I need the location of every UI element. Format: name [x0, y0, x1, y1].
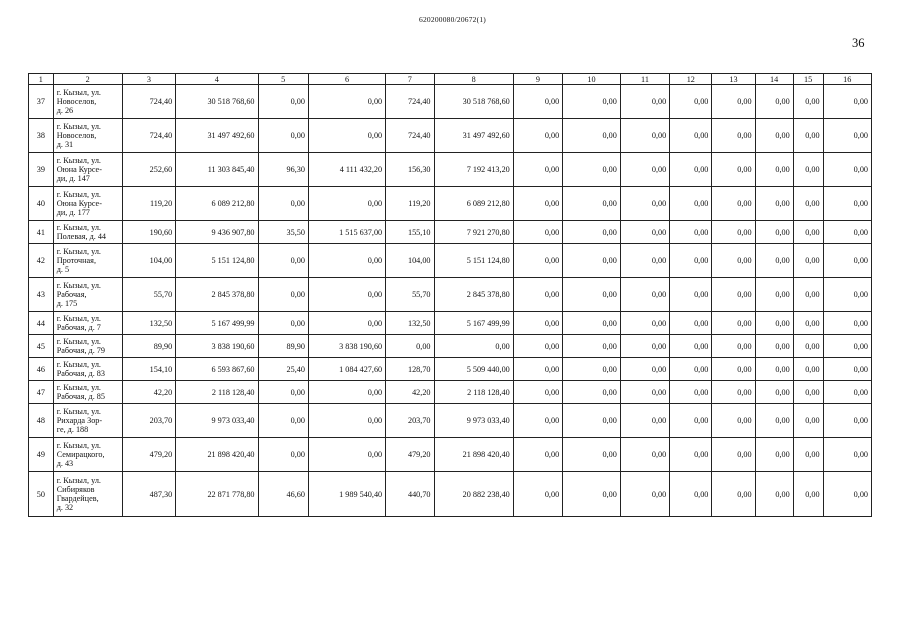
value-cell: 0,00	[308, 85, 385, 119]
address-cell	[53, 85, 122, 119]
value-cell: 0,00	[793, 153, 823, 187]
value-cell: 0,00	[755, 312, 793, 335]
cost-cell: 3 838 190,60	[176, 335, 258, 358]
value-cell: 0,00	[670, 221, 712, 244]
header-cell: 8	[434, 74, 513, 85]
value-cell: 0,00	[513, 119, 562, 153]
value-cell: 0,00	[620, 358, 669, 381]
value-cell: 0,00	[563, 335, 621, 358]
address-line: д. 5	[56, 265, 70, 275]
value-cell: 7 921 270,80	[434, 221, 513, 244]
value-cell: 0,00	[258, 244, 308, 278]
address-cell	[53, 335, 122, 358]
address-line: д. 32	[56, 503, 74, 513]
address-line: Рабочая, д. 7	[56, 323, 101, 332]
header-cell: 16	[823, 74, 871, 85]
cost-cell: 30 518 768,60	[176, 85, 258, 119]
value-cell: 1 989 540,40	[308, 472, 385, 517]
value-cell: 0,00	[563, 472, 621, 517]
value-cell: 5 509 440,00	[434, 358, 513, 381]
value-cell: 25,40	[258, 358, 308, 381]
table-row	[29, 187, 872, 221]
table-row	[29, 381, 872, 404]
value-cell: 0,00	[258, 381, 308, 404]
value-cell: 0,00	[670, 187, 712, 221]
address-line: Проточная,	[56, 255, 96, 265]
value-cell: 0,00	[755, 335, 793, 358]
value-cell: 0,00	[620, 381, 669, 404]
value-cell: 0,00	[308, 312, 385, 335]
value-cell: 0,00	[563, 438, 621, 472]
value-cell: 0,00	[793, 404, 823, 438]
value-cell: 31 497 492,60	[434, 119, 513, 153]
value-cell: 0,00	[513, 404, 562, 438]
value-cell: 0,00	[620, 244, 669, 278]
value-cell: 0,00	[793, 278, 823, 312]
address-line: г. Кызыл, ул.	[56, 222, 101, 232]
value-cell: 9 973 033,40	[434, 404, 513, 438]
table-row	[29, 472, 872, 517]
area-cell: 42,20	[122, 381, 176, 404]
area-cell: 154,10	[122, 358, 176, 381]
value-cell: 46,60	[258, 472, 308, 517]
value-cell: 0,00	[563, 312, 621, 335]
address-line: г. Кызыл, ул.	[56, 382, 101, 392]
value-cell: 0,00	[823, 358, 871, 381]
row-number-cell: 41	[29, 221, 54, 244]
value-cell: 0,00	[823, 187, 871, 221]
header-cell: 11	[620, 74, 669, 85]
value-cell: 0,00	[513, 312, 562, 335]
cost-cell: 5 167 499,99	[176, 312, 258, 335]
value-cell: 0,00	[620, 438, 669, 472]
value-cell: 0,00	[793, 472, 823, 517]
value-cell: 0,00	[823, 312, 871, 335]
value-cell: 0,00	[670, 404, 712, 438]
address-line: ди, д. 177	[56, 208, 90, 218]
row-number-cell: 38	[29, 119, 54, 153]
row-number-cell: 42	[29, 244, 54, 278]
header-cell: 12	[670, 74, 712, 85]
address-line: г. Кызыл, ул.	[56, 280, 101, 290]
address-line: г. Кызыл, ул.	[56, 336, 101, 346]
value-cell: 0,00	[793, 312, 823, 335]
value-cell: 0,00	[620, 312, 669, 335]
address-cell	[53, 404, 122, 438]
address-line: г. Кызыл, ул.	[56, 121, 101, 131]
value-cell: 0,00	[755, 278, 793, 312]
table-row	[29, 85, 872, 119]
area-cell: 89,90	[122, 335, 176, 358]
value-cell: 0,00	[258, 312, 308, 335]
value-cell: 0,00	[386, 335, 434, 358]
header-cell: 14	[755, 74, 793, 85]
value-cell: 0,00	[563, 381, 621, 404]
address-line: г. Кызыл, ул.	[56, 406, 101, 416]
value-cell: 0,00	[712, 153, 755, 187]
value-cell: 0,00	[712, 404, 755, 438]
value-cell: 0,00	[670, 381, 712, 404]
value-cell: 104,00	[386, 244, 434, 278]
value-cell: 0,00	[620, 187, 669, 221]
area-cell: 479,20	[122, 438, 176, 472]
value-cell: 0,00	[823, 278, 871, 312]
address-line: Рабочая, д. 85	[56, 392, 105, 401]
table-row	[29, 404, 872, 438]
value-cell: 0,00	[712, 358, 755, 381]
value-cell: 0,00	[712, 472, 755, 517]
address-line: Оюна Курсе-	[56, 164, 102, 174]
address-line: Рабочая, д. 79	[56, 346, 105, 355]
value-cell: 3 838 190,60	[308, 335, 385, 358]
value-cell: 0,00	[793, 438, 823, 472]
value-cell: 1 084 427,60	[308, 358, 385, 381]
value-cell: 0,00	[563, 187, 621, 221]
value-cell: 0,00	[563, 153, 621, 187]
address-line: Оюна Курсе-	[56, 198, 102, 208]
value-cell: 0,00	[755, 381, 793, 404]
value-cell: 0,00	[793, 85, 823, 119]
value-cell: 0,00	[434, 335, 513, 358]
value-cell: 0,00	[513, 381, 562, 404]
header-row	[29, 74, 872, 85]
row-number-cell: 45	[29, 335, 54, 358]
value-cell: 0,00	[793, 187, 823, 221]
value-cell: 0,00	[712, 119, 755, 153]
cost-cell: 2 845 378,80	[176, 278, 258, 312]
value-cell: 0,00	[620, 472, 669, 517]
address-line: Гвардейцев,	[56, 494, 99, 503]
value-cell: 0,00	[308, 119, 385, 153]
area-cell: 119,20	[122, 187, 176, 221]
value-cell: 0,00	[712, 278, 755, 312]
table-row	[29, 244, 872, 278]
table-row	[29, 335, 872, 358]
header-cell: 2	[53, 74, 122, 85]
table-row	[29, 119, 872, 153]
value-cell: 0,00	[670, 335, 712, 358]
address-line: д. 43	[56, 459, 74, 469]
address-cell	[53, 153, 122, 187]
value-cell: 0,00	[793, 381, 823, 404]
value-cell: 0,00	[620, 404, 669, 438]
value-cell: 0,00	[823, 221, 871, 244]
data-table	[28, 73, 872, 517]
value-cell: 0,00	[513, 85, 562, 119]
address-line: г. Кызыл, ул.	[56, 359, 101, 369]
value-cell: 0,00	[308, 404, 385, 438]
value-cell: 0,00	[513, 438, 562, 472]
value-cell: 0,00	[563, 358, 621, 381]
value-cell: 5 167 499,99	[434, 312, 513, 335]
value-cell: 724,40	[386, 119, 434, 153]
value-cell: 0,00	[620, 153, 669, 187]
address-line: г. Кызыл, ул.	[56, 440, 101, 450]
header-cell: 6	[308, 74, 385, 85]
value-cell: 0,00	[670, 312, 712, 335]
value-cell: 0,00	[793, 244, 823, 278]
header-cell: 1	[29, 74, 54, 85]
value-cell: 0,00	[755, 153, 793, 187]
table-row	[29, 278, 872, 312]
address-line: г. Кызыл, ул.	[56, 87, 101, 97]
value-cell: 0,00	[620, 221, 669, 244]
header-cell: 3	[122, 74, 176, 85]
header-cell: 15	[793, 74, 823, 85]
value-cell: 0,00	[670, 244, 712, 278]
value-cell: 0,00	[258, 187, 308, 221]
value-cell: 0,00	[670, 358, 712, 381]
address-cell	[53, 278, 122, 312]
row-number-cell: 48	[29, 404, 54, 438]
value-cell: 2 118 128,40	[434, 381, 513, 404]
address-cell	[53, 119, 122, 153]
value-cell: 0,00	[712, 312, 755, 335]
area-cell: 104,00	[122, 244, 176, 278]
address-line: г. Кызыл, ул.	[56, 475, 101, 485]
value-cell: 0,00	[308, 278, 385, 312]
value-cell: 0,00	[793, 221, 823, 244]
cost-cell: 6 089 212,80	[176, 187, 258, 221]
value-cell: 96,30	[258, 153, 308, 187]
header-cell: 9	[513, 74, 562, 85]
address-cell	[53, 438, 122, 472]
value-cell: 0,00	[712, 244, 755, 278]
value-cell: 0,00	[513, 187, 562, 221]
value-cell: 0,00	[670, 278, 712, 312]
value-cell: 0,00	[308, 438, 385, 472]
row-number-cell: 43	[29, 278, 54, 312]
address-line: д. 26	[56, 106, 74, 116]
table-body	[29, 85, 872, 517]
value-cell: 203,70	[386, 404, 434, 438]
value-cell: 0,00	[793, 335, 823, 358]
row-number-cell: 40	[29, 187, 54, 221]
value-cell: 0,00	[712, 85, 755, 119]
value-cell: 0,00	[563, 221, 621, 244]
row-number-cell: 49	[29, 438, 54, 472]
value-cell: 4 111 432,20	[308, 153, 385, 187]
address-line: Новоселов,	[56, 96, 97, 106]
address-line: г. Кызыл, ул.	[56, 313, 101, 323]
table-row	[29, 153, 872, 187]
value-cell: 0,00	[793, 119, 823, 153]
value-cell: 0,00	[793, 358, 823, 381]
value-cell: 0,00	[563, 278, 621, 312]
value-cell: 0,00	[513, 472, 562, 517]
address-cell	[53, 244, 122, 278]
area-cell: 132,50	[122, 312, 176, 335]
value-cell: 0,00	[712, 221, 755, 244]
area-cell: 724,40	[122, 119, 176, 153]
address-line: Новоселов,	[56, 130, 97, 140]
value-cell: 0,00	[513, 335, 562, 358]
value-cell: 0,00	[670, 438, 712, 472]
area-cell: 724,40	[122, 85, 176, 119]
address-cell	[53, 358, 122, 381]
value-cell: 6 089 212,80	[434, 187, 513, 221]
address-cell	[53, 312, 122, 335]
value-cell: 0,00	[620, 85, 669, 119]
value-cell: 0,00	[258, 438, 308, 472]
table-row	[29, 221, 872, 244]
value-cell: 0,00	[712, 187, 755, 221]
value-cell: 0,00	[823, 438, 871, 472]
value-cell: 0,00	[755, 187, 793, 221]
value-cell: 440,70	[386, 472, 434, 517]
table-row	[29, 358, 872, 381]
area-cell: 190,60	[122, 221, 176, 244]
value-cell: 0,00	[258, 119, 308, 153]
value-cell: 0,00	[620, 335, 669, 358]
value-cell: 0,00	[563, 244, 621, 278]
value-cell: 0,00	[755, 244, 793, 278]
value-cell: 0,00	[823, 472, 871, 517]
value-cell: 0,00	[670, 85, 712, 119]
document-id: 620200080/20672(1)	[419, 15, 486, 24]
table-row	[29, 312, 872, 335]
cost-cell: 22 871 778,80	[176, 472, 258, 517]
cost-cell: 2 118 128,40	[176, 381, 258, 404]
address-line: г. Кызыл, ул.	[56, 155, 101, 165]
header-cell: 7	[386, 74, 434, 85]
value-cell: 0,00	[823, 404, 871, 438]
area-cell: 203,70	[122, 404, 176, 438]
value-cell: 0,00	[823, 85, 871, 119]
value-cell: 89,90	[258, 335, 308, 358]
value-cell: 0,00	[563, 119, 621, 153]
value-cell: 0,00	[823, 244, 871, 278]
header-cell: 13	[712, 74, 755, 85]
cost-cell: 9 436 907,80	[176, 221, 258, 244]
row-number-cell: 50	[29, 472, 54, 517]
value-cell: 0,00	[755, 358, 793, 381]
value-cell: 0,00	[755, 404, 793, 438]
cost-cell: 21 898 420,40	[176, 438, 258, 472]
row-number-cell: 44	[29, 312, 54, 335]
address-cell	[53, 187, 122, 221]
cost-cell: 11 303 845,40	[176, 153, 258, 187]
address-line: Полевая, д. 44	[56, 232, 107, 241]
value-cell: 0,00	[670, 153, 712, 187]
value-cell: 0,00	[258, 404, 308, 438]
value-cell: 5 151 124,80	[434, 244, 513, 278]
value-cell: 724,40	[386, 85, 434, 119]
value-cell: 0,00	[823, 119, 871, 153]
address-line: ге, д. 188	[56, 425, 89, 435]
value-cell: 0,00	[513, 244, 562, 278]
value-cell: 2 845 378,80	[434, 278, 513, 312]
address-cell	[53, 472, 122, 517]
value-cell: 0,00	[755, 472, 793, 517]
address-line: Рабочая,	[56, 289, 87, 299]
address-line: г. Кызыл, ул.	[56, 246, 101, 256]
address-line: ди, д. 147	[56, 174, 90, 184]
address-cell	[53, 221, 122, 244]
value-cell: 35,50	[258, 221, 308, 244]
value-cell: 156,30	[386, 153, 434, 187]
value-cell: 0,00	[308, 187, 385, 221]
area-cell: 252,60	[122, 153, 176, 187]
value-cell: 0,00	[513, 153, 562, 187]
value-cell: 0,00	[823, 335, 871, 358]
value-cell: 0,00	[308, 244, 385, 278]
value-cell: 0,00	[755, 221, 793, 244]
value-cell: 0,00	[755, 85, 793, 119]
value-cell: 0,00	[258, 278, 308, 312]
value-cell: 0,00	[670, 119, 712, 153]
page-number: 36	[852, 36, 865, 50]
value-cell: 42,20	[386, 381, 434, 404]
address-line: г. Кызыл, ул.	[56, 189, 101, 199]
cost-cell: 6 593 867,60	[176, 358, 258, 381]
header-cell: 4	[176, 74, 258, 85]
value-cell: 7 192 413,20	[434, 153, 513, 187]
value-cell: 0,00	[513, 221, 562, 244]
address-cell	[53, 381, 122, 404]
value-cell: 0,00	[755, 119, 793, 153]
value-cell: 0,00	[755, 438, 793, 472]
value-cell: 20 882 238,40	[434, 472, 513, 517]
value-cell: 30 518 768,60	[434, 85, 513, 119]
area-cell: 487,30	[122, 472, 176, 517]
value-cell: 0,00	[823, 381, 871, 404]
value-cell: 0,00	[712, 438, 755, 472]
address-line: д. 31	[56, 140, 74, 150]
value-cell: 0,00	[258, 85, 308, 119]
value-cell: 0,00	[670, 472, 712, 517]
value-cell: 0,00	[823, 153, 871, 187]
address-line: Рихарда Зор-	[56, 415, 103, 425]
value-cell: 155,10	[386, 221, 434, 244]
address-line: Семирацкого,	[56, 449, 105, 459]
value-cell: 0,00	[563, 85, 621, 119]
value-cell: 479,20	[386, 438, 434, 472]
header-cell: 10	[563, 74, 621, 85]
address-line: Сибиряков	[56, 484, 95, 494]
address-line: Рабочая, д. 83	[56, 369, 105, 378]
value-cell: 0,00	[712, 381, 755, 404]
row-number-cell: 37	[29, 85, 54, 119]
table-row	[29, 438, 872, 472]
value-cell: 0,00	[563, 404, 621, 438]
value-cell: 119,20	[386, 187, 434, 221]
value-cell: 0,00	[620, 278, 669, 312]
cost-cell: 5 151 124,80	[176, 244, 258, 278]
area-cell: 55,70	[122, 278, 176, 312]
row-number-cell: 47	[29, 381, 54, 404]
cost-cell: 31 497 492,60	[176, 119, 258, 153]
value-cell: 0,00	[513, 358, 562, 381]
value-cell: 132,50	[386, 312, 434, 335]
header-cell: 5	[258, 74, 308, 85]
address-line: д. 175	[56, 299, 78, 309]
value-cell: 0,00	[308, 381, 385, 404]
value-cell: 1 515 637,00	[308, 221, 385, 244]
value-cell: 0,00	[712, 335, 755, 358]
value-cell: 128,70	[386, 358, 434, 381]
value-cell: 0,00	[620, 119, 669, 153]
row-number-cell: 39	[29, 153, 54, 187]
value-cell: 0,00	[513, 278, 562, 312]
value-cell: 21 898 420,40	[434, 438, 513, 472]
row-number-cell: 46	[29, 358, 54, 381]
cost-cell: 9 973 033,40	[176, 404, 258, 438]
value-cell: 55,70	[386, 278, 434, 312]
